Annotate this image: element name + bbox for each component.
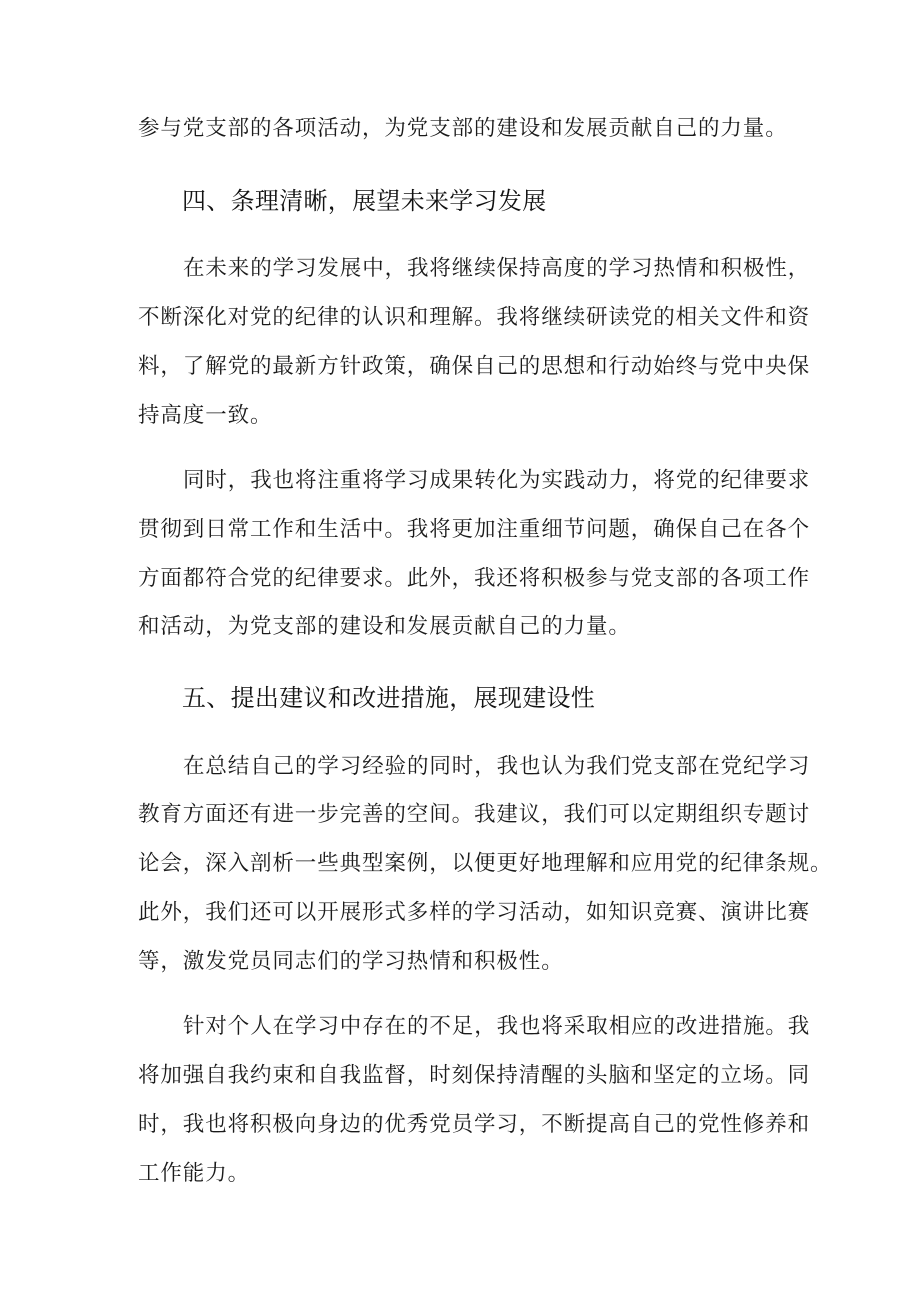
paragraph-line: 将加强自我约束和自我监督，时刻保持清醒的头脑和坚定的立场。同 [138, 1063, 811, 1088]
paragraph-line: 在未来的学习发展中，我将继续保持高度的学习热情和积极性， [183, 256, 811, 281]
paragraph-line: 时，我也将积极向身边的优秀党员学习，不断提高自己的党性修养和 [138, 1112, 811, 1137]
paragraph-line: 此外，我们还可以开展形式多样的学习活动，如知识竞赛、演讲比赛 [138, 900, 811, 925]
paragraph-line: 等，激发党员同志们的学习热情和积极性。 [138, 949, 564, 974]
intro-text-line: 参与党支部的各项活动，为党支部的建设和发展贡献自己的力量。 [138, 116, 788, 141]
paragraph-line: 工作能力。 [138, 1161, 251, 1186]
paragraph-line: 方面都符合党的纪律要求。此外，我还将积极参与党支部的各项工作 [138, 566, 811, 591]
paragraph-line: 在总结自己的学习经验的同时，我也认为我们党支部在党纪学习 [183, 754, 811, 779]
paragraph-line: 持高度一致。 [138, 403, 273, 428]
paragraph-line: 和活动，为党支部的建设和发展贡献自己的力量。 [138, 614, 631, 639]
paragraph-line: 论会，深入剖析一些典型案例，以便更好地理解和应用党的纪律条规。 [138, 851, 833, 876]
paragraph-line: 贯彻到日常工作和生活中。我将更加注重细节问题，确保自己在各个 [138, 517, 811, 542]
paragraph-line: 料，了解党的最新方针政策，确保自己的思想和行动始终与党中央保 [138, 354, 811, 379]
paragraph-line: 针对个人在学习中存在的不足，我也将采取相应的改进措施。我 [183, 1014, 811, 1039]
paragraph-line: 不断深化对党的纪律的认识和理解。我将继续研读党的相关文件和资 [138, 305, 811, 330]
section-5-heading: 五、提出建议和改进措施，展现建设性 [182, 684, 596, 712]
paragraph-line: 同时，我也将注重将学习成果转化为实践动力，将党的纪律要求 [183, 468, 811, 493]
paragraph-line: 教育方面还有进一步完善的空间。我建议，我们可以定期组织专题讨 [138, 802, 811, 827]
section-4-heading: 四、条理清晰，展望未来学习发展 [182, 187, 547, 215]
